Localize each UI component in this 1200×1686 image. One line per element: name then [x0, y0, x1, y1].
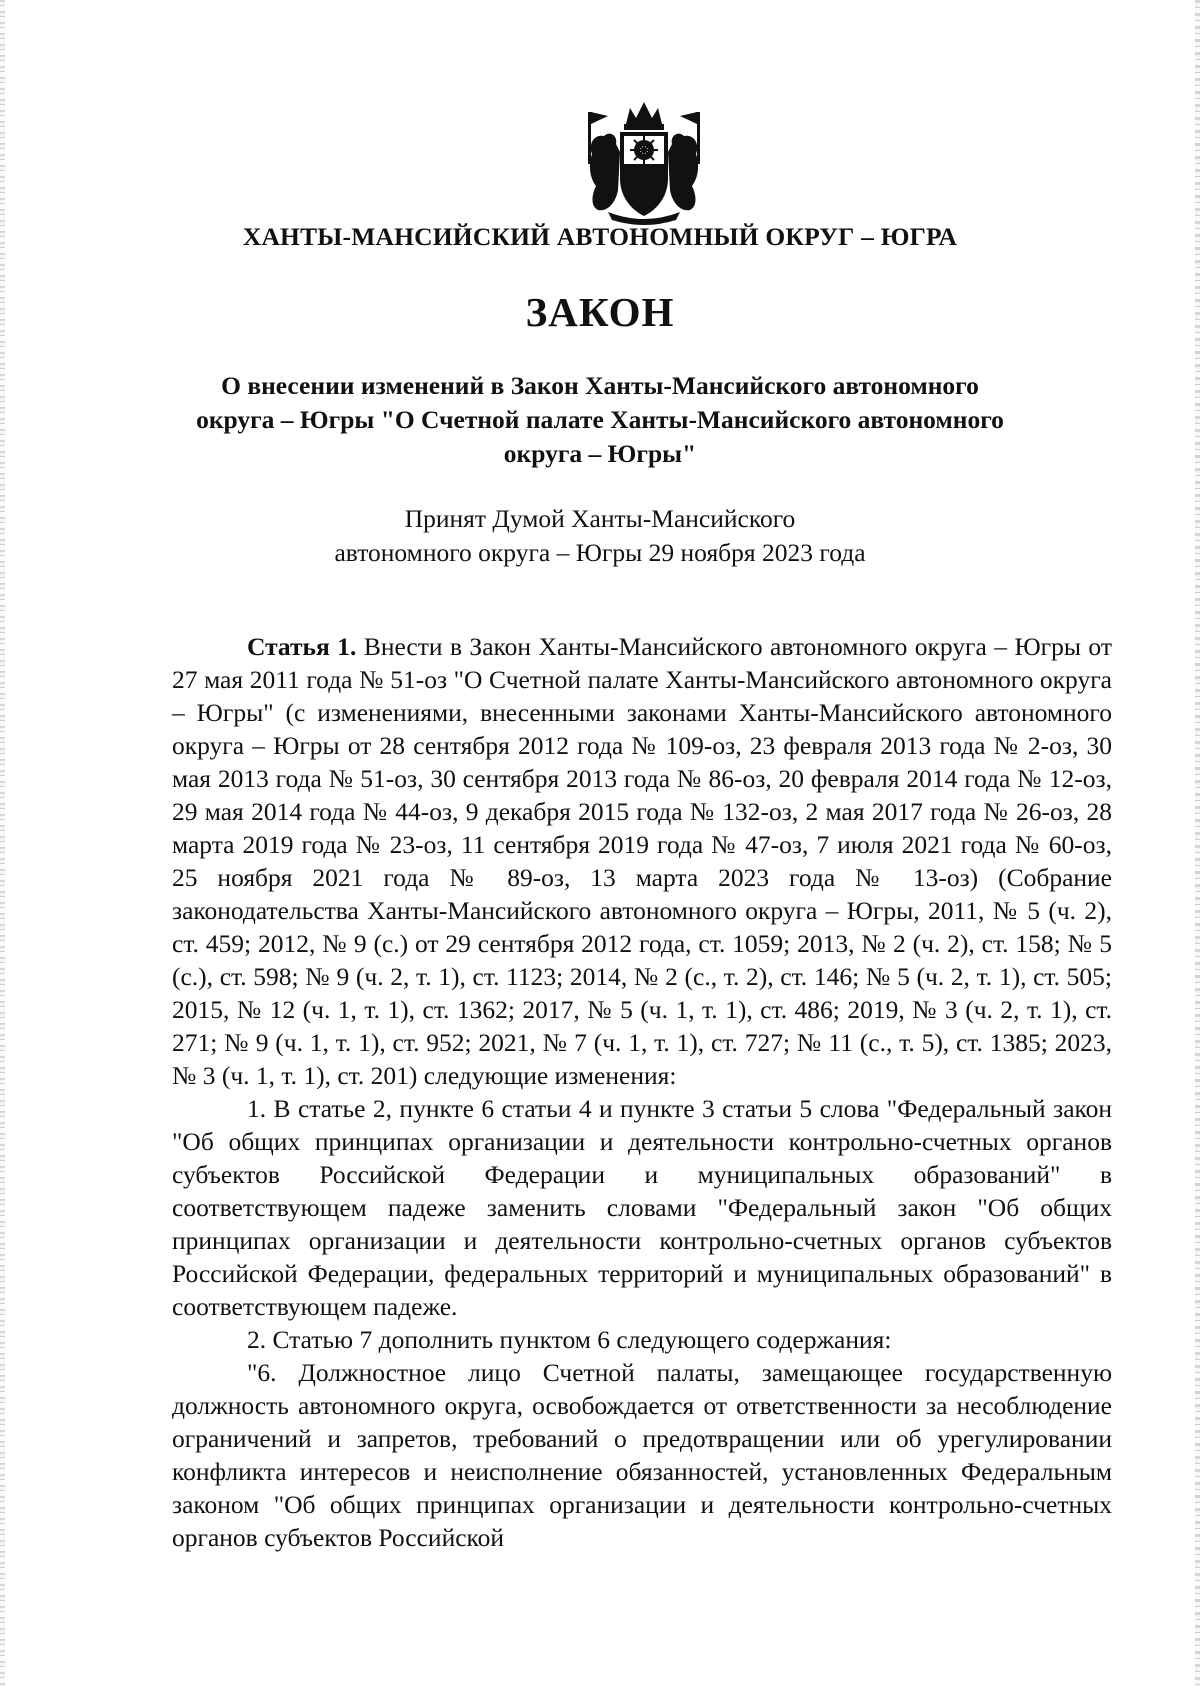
law-subject: О внесении изменений в Закон Ханты-Мансийского автономного округа – Югры "О Счетной палате Ханты-Мансийского автономного округа – Югры" — [196, 371, 1004, 468]
article-1-intro-paragraph — [172, 630, 1112, 1092]
scan-edge-right — [1195, 0, 1200, 1686]
document-type-title: ЗАКОН — [525, 289, 675, 335]
article-1-item-2: 2. Статью 7 дополнить пунктом 6 следующего содержания: — [247, 1325, 892, 1354]
article-label: Статья 1. — [247, 632, 357, 661]
adoption-note — [260, 502, 940, 570]
region-name: ХАНТЫ-МАНСИЙСКИЙ АВТОНОМНЫЙ ОКРУГ – ЮГРА — [242, 222, 958, 251]
article-1-item-1: 1. В статье 2, пункте 6 статьи 4 и пункте 3 статьи 5 слова "Федеральный закон "Об общих принципах организации и деятельности контрольно-счетных органов субъектов Российской Федерации и муниципальных образований" в соответствующем падеже заменить словами "Федеральный закон "Об общих принципах организации и деятельности контрольно-счетных органов субъектов Российской Федерации, федеральных территорий и муниципальных образований" в соответствующем падеже. — [172, 1094, 1112, 1321]
coat-of-arms-icon — [578, 94, 710, 226]
article-1-item-2-text: "6. Должностное лицо Счетной палаты, замещающее государственную должность автономного округа, освобождается от ответственности за несоблюдение ограничений и запретов, требований о предотвращении или об урегулировании конфликта интересов и неисполнение обязанностей, установленных Федеральным законом "Об общих принципах организации и деятельности контрольно-счетных органов субъектов Российской — [172, 1358, 1112, 1552]
article-1-intro: Внести в Закон Ханты-Мансийского автономного округа – Югры от 27 мая 2011 года № 51-оз "О Счетной палате Ханты-Мансийского автономного округа – Югры" (с изменениями, внесенными законами Ханты-Мансийского автономного округа – Югры от 28 сентября 2012 года № 109-оз, 23 февраля 2013 года № 2-оз, 30 мая 2013 года № 51-оз, 30 сентября 2013 года № 86-оз, 20 февраля 2014 года № 12-оз, 29 мая 2014 года № 44-оз, 9 декабря 2015 года № 132-оз, 2 мая 2017 года № 26-оз, 28 марта 2019 года № 23-оз, 11 сентября 2019 года № 47-оз, 7 июля 2021 года № 60-оз, 25 ноября 2021 года № 89-оз, 13 марта 2023 года № 13-оз) (Собрание законодательства Ханты-Мансийского автономного округа – Югры, 2011, № 5 (ч. 2), ст. 459; 2012, № 9 (с.) от 29 сентября 2012 года, ст. 1059; 2013, № 2 (ч. 2), ст. 158; № 5 (с.), ст. 598; № 9 (ч. 2, т. 1), ст. 1123; 2014, № 2 (с., т. 2), ст. 146; № 5 (ч. 2, т. 1), ст. 505; 2015, № 12 (ч. 1, т. 1), ст. 1362; 2017, № 5 (ч. 1, т. 1), ст. 486; 2019, № 3 (ч. 2, т. 1), ст. 271; № 9 (ч. 1, т. 1), ст. 952; 2021, № 7 (ч. 1, т. 1), ст. 727; № 11 (с., т. 5), ст. 1385; 2023, № 3 (ч. 1, т. 1), ст. 201) следующие изменения: — [172, 632, 1112, 1090]
scan-edge-left — [0, 0, 5, 1686]
article-1 — [172, 630, 1112, 1554]
adoption-note-line-1: Принят Думой Ханты-Мансийского — [404, 504, 796, 533]
adoption-note-line-2: автономного округа – Югры 29 ноября 2023 года — [334, 538, 866, 567]
